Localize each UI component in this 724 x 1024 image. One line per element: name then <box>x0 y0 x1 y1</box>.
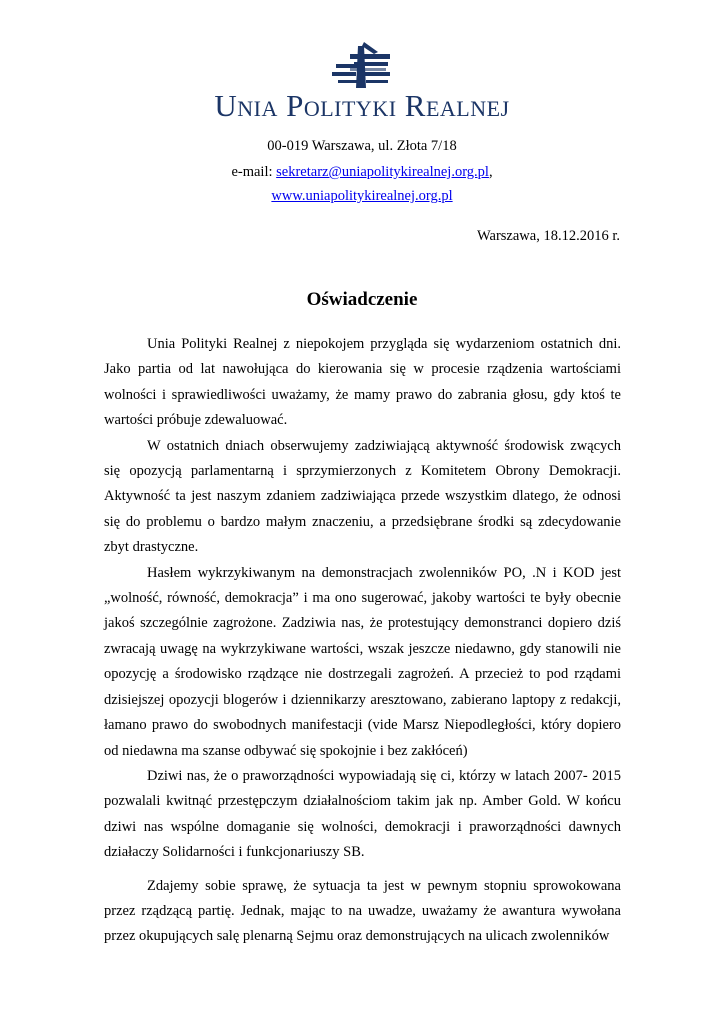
website-line <box>0 186 724 206</box>
paragraph: Hasłem wykrzykiwanym na demonstracjach zwolenników PO, .N i KOD jest „wolność, równość, demokracja” i ma ono sugerować, jakoby wartości te były obecnie jakoś szczególnie zagrożone. Zadziwia nas, że protestujący demonstranci dopiero dziś zwracają uwagę na wykrzykiwane wartości, wszak jeszcze niedawno, gdy stanowili nie opozycję a środowisko rządzące nie dostrzegali zagrożeń. A przecież to pod rządami dzisiejszej opozycji blogerów i dziennikarzy aresztowano, zabierano laptopy z redakcji, łamano prawo do swobodnych manifestacji (vide Marsz Niepodległości, który dopiero od niedawna ma szanse odbywać się spokojnie i bez zakłóceń) <box>104 564 621 759</box>
paragraph: Zdajemy sobie sprawę, że sytuacja ta jest w pewnym stopniu sprowokowana przez rządzącą partię. Jednak, mając to na uwadze, uważamy że awantura wywołana przez okupujących salę plenarną Sejmu oraz demonstrujących na ulicach zwolenników <box>104 877 621 945</box>
organization-name: Unia Polityki Realnej <box>214 88 510 123</box>
statement-body <box>104 332 621 950</box>
upr-cross-logo-icon <box>332 40 394 90</box>
paragraph: Unia Polityki Realnej z niepokojem przygląda się wydarzeniom ostatnich dni. Jako partia od lat nawołująca do kierowania się w procesie rządzenia wartościami wolności i sprawiedliwości uważamy, że mamy prawo do zabrania głosu, gdy ktoś te wartości próbuje zdewaluować. <box>104 336 621 429</box>
email-link[interactable]: sekretarz@uniapolitykirealnej.org.pl <box>276 164 489 180</box>
address-line: 00-019 Warszawa, ul. Złota 7/18 <box>267 138 457 154</box>
paragraph: W ostatnich dniach obserwujemy zadziwiającą aktywność środowisk zwących się opozycją parlamentarną i sprzymierzonych z Komitetem Obrony Demokracji. Aktywność ta jest naszym zdaniem zadziwiająca przede wszystkim dlatego, że odnosi się do problemu o bardzo małym znaczeniu, a przedsiębrane środki są zdecydowanie zbyt drastyczne. <box>104 437 621 556</box>
email-suffix: , <box>488 164 493 180</box>
paragraph: Dziwi nas, że o praworządności wypowiadają się ci, którzy w latach 2007- 2015 pozwalali kwitnąć przestępczym działalnościom takim jak np. Amber Gold. W końcu dziwi nas wspólne domaganie się wolności, demokracji i praworządności dawnych działaczy Solidarności i funkcjonariuszy SB. <box>104 767 621 861</box>
document-title: Oświadczenie <box>306 289 418 310</box>
date-line: Warszawa, 18.12.2016 r. <box>477 228 620 244</box>
website-link[interactable]: www.uniapolitykirealnej.org.pl <box>271 188 453 204</box>
email-line <box>0 162 724 182</box>
email-label: e-mail: <box>231 164 277 180</box>
